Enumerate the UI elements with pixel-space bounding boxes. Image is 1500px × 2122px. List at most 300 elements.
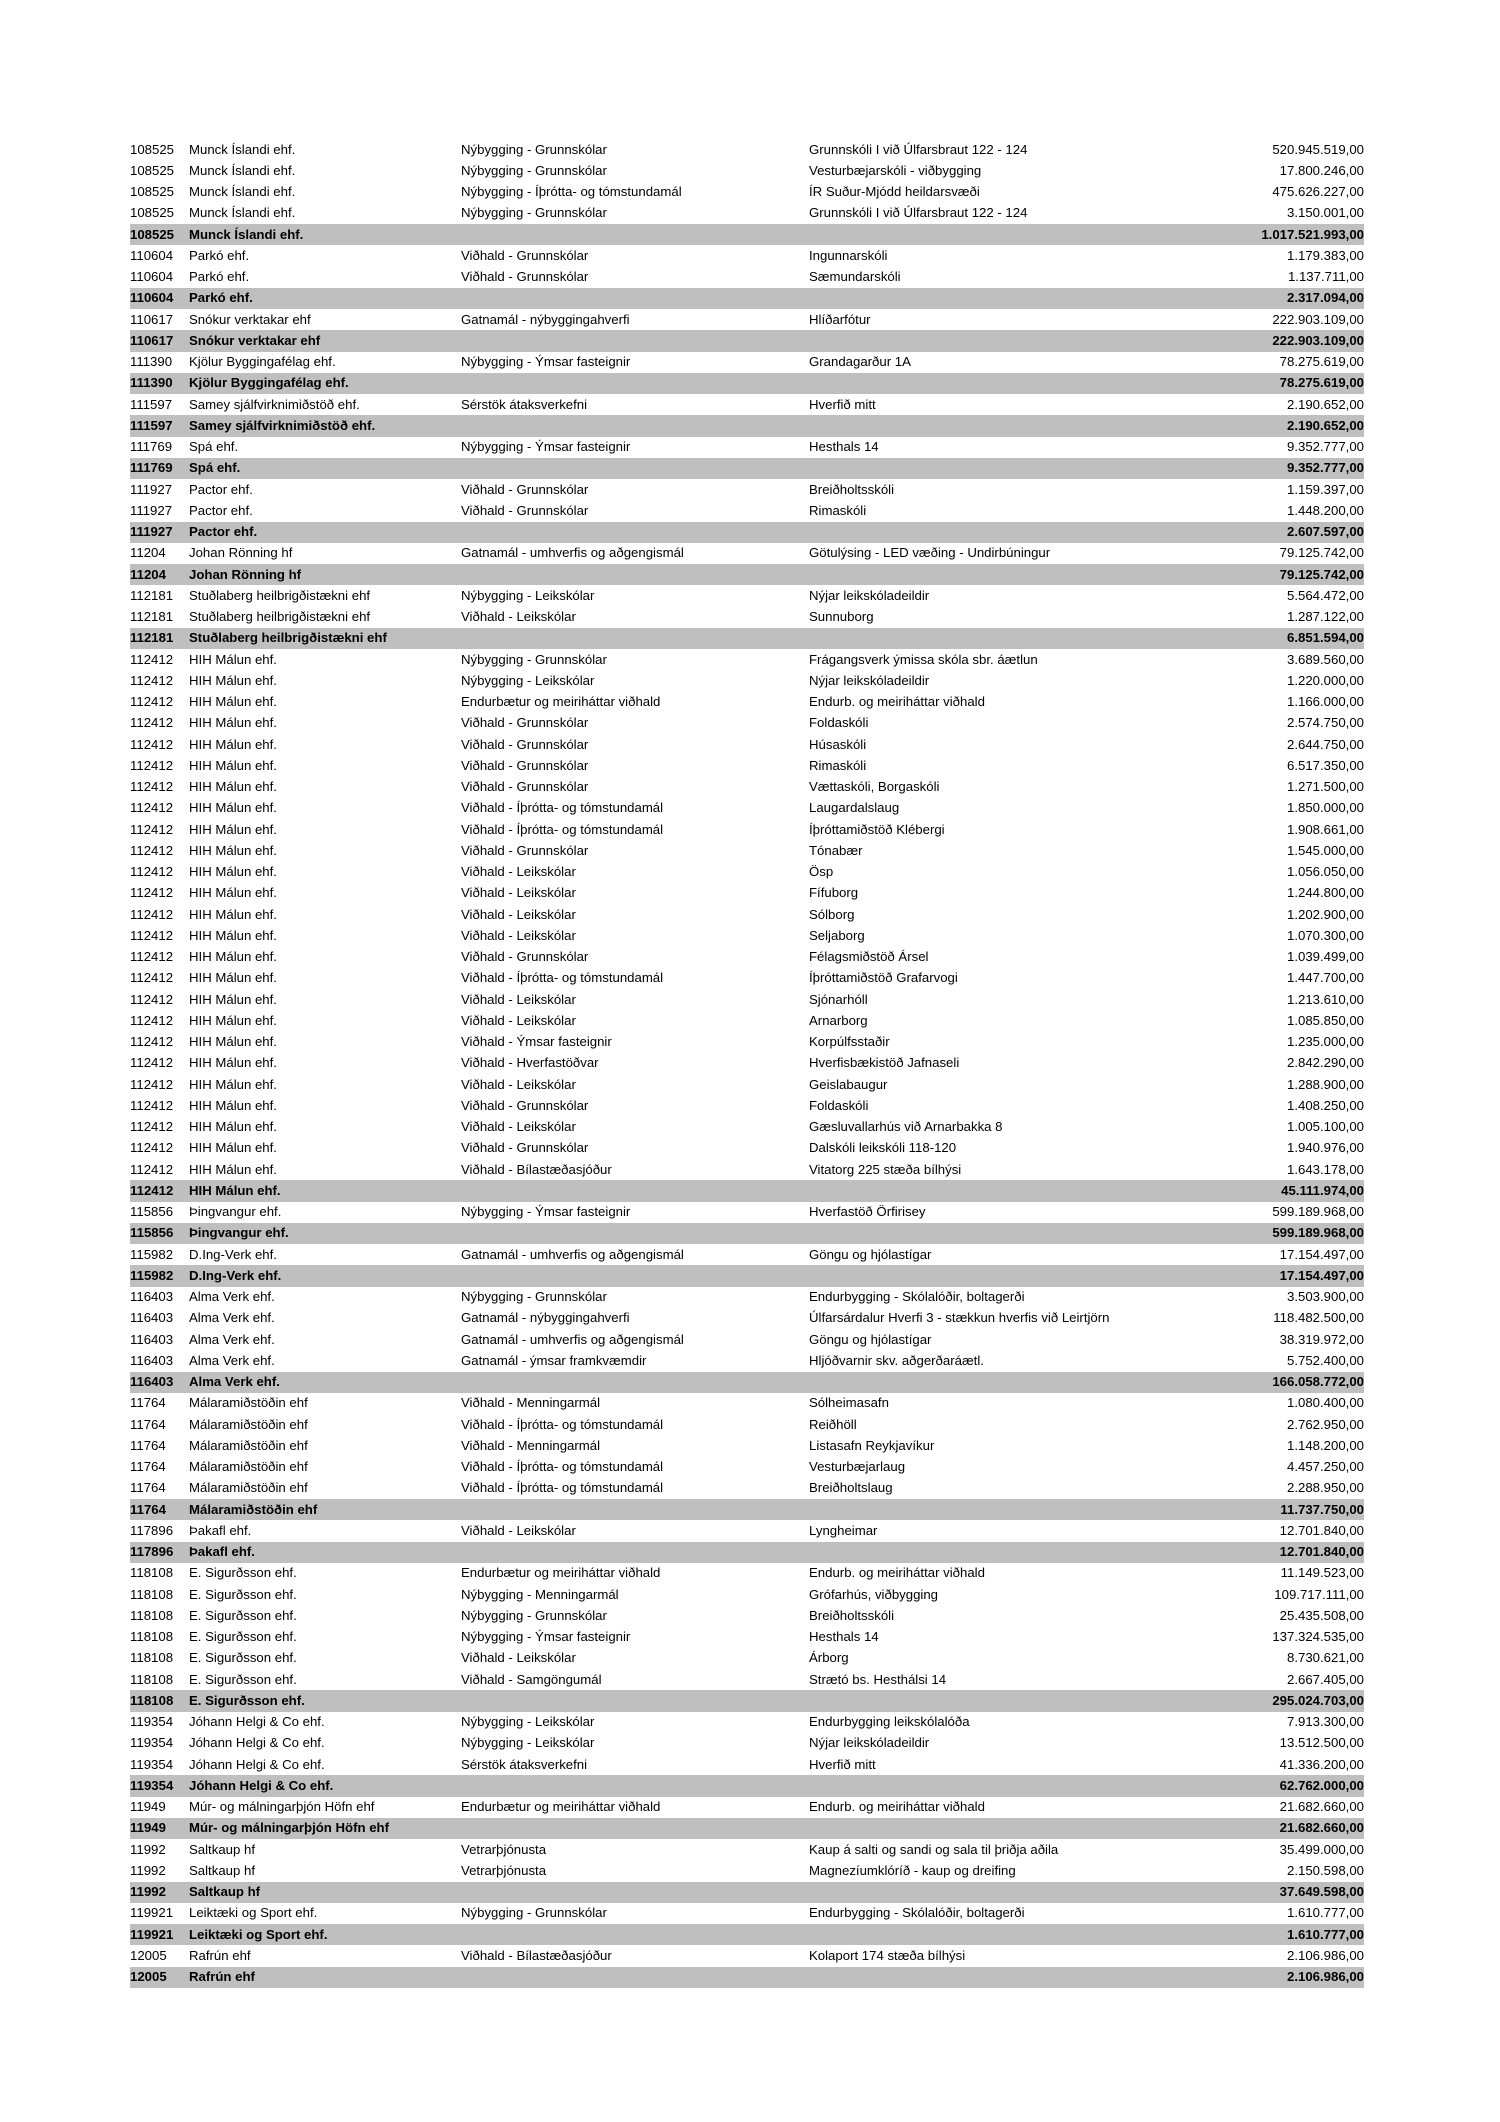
vendor-id-cell: 111927 xyxy=(130,522,189,543)
table-row xyxy=(130,1563,1364,1584)
vendor-total-row xyxy=(130,1775,1364,1796)
table-row xyxy=(130,160,1364,181)
vendor-total-row xyxy=(130,288,1364,309)
table-row xyxy=(130,1903,1364,1924)
vendor-name-cell: Munck Íslandi ehf. xyxy=(189,205,296,221)
vendor-name-cell: HIH Málun ehf. xyxy=(189,1180,461,1201)
vendor-name-cell: HIH Málun ehf. xyxy=(189,864,277,880)
project-cell: Íþróttamiðstöð Grafarvogi xyxy=(809,970,958,986)
category-cell: Viðhald - Íþrótta- og tómstundamál xyxy=(461,1459,664,1475)
category-cell xyxy=(461,330,809,351)
category-cell: Nýbygging - Grunnskólar xyxy=(461,162,607,178)
vendor-total-amount: 2.607.597,00 xyxy=(1229,522,1364,543)
vendor-total-row xyxy=(130,1265,1364,1286)
amount-cell: 2.842.290,00 xyxy=(1286,1055,1364,1071)
category-cell: Viðhald - Grunnskólar xyxy=(461,1097,589,1113)
vendor-id-cell: 112412 xyxy=(130,885,174,901)
vendor-id-cell: 112412 xyxy=(130,736,174,752)
vendor-name-cell: HIH Málun ehf. xyxy=(189,949,277,965)
project-cell: Götulýsing - LED væðing - Undirbúningur xyxy=(809,545,1051,561)
vendor-id-cell: 112412 xyxy=(130,651,174,667)
vendor-name-cell: Alma Verk ehf. xyxy=(189,1289,275,1305)
category-cell: Viðhald - Leikskólar xyxy=(461,1522,576,1538)
category-cell xyxy=(461,522,809,543)
amount-cell: 1.213.610,00 xyxy=(1286,991,1364,1007)
vendor-id-cell: 119354 xyxy=(130,1735,174,1751)
table-row xyxy=(130,862,1364,883)
amount-cell: 1.408.250,00 xyxy=(1286,1097,1364,1113)
category-cell: Viðhald - Grunnskólar xyxy=(461,1140,589,1156)
amount-cell: 1.271.500,00 xyxy=(1286,779,1364,795)
table-row xyxy=(130,500,1364,521)
vendor-name-cell: Pactor ehf. xyxy=(189,481,253,497)
vendor-total-amount: 11.737.750,00 xyxy=(1229,1499,1364,1520)
vendor-id-cell: 112412 xyxy=(130,800,174,816)
category-cell: Viðhald - Grunnskólar xyxy=(461,757,589,773)
amount-cell: 1.244.800,00 xyxy=(1286,885,1364,901)
category-cell: Endurbætur og meiriháttar viðhald xyxy=(461,1799,661,1815)
vendor-name-cell: E. Sigurðsson ehf. xyxy=(189,1671,297,1687)
vendor-total-row xyxy=(130,330,1364,351)
amount-cell: 4.457.250,00 xyxy=(1286,1459,1364,1475)
project-cell: Grófarhús, viðbygging xyxy=(809,1586,939,1602)
project-cell: Strætó bs. Hesthálsi 14 xyxy=(809,1671,947,1687)
vendor-name-cell: Málaramiðstöðin ehf xyxy=(189,1416,308,1432)
category-cell: Viðhald - Grunnskólar xyxy=(461,779,589,795)
vendor-name-cell: Saltkaup hf xyxy=(189,1882,461,1903)
vendor-total-row xyxy=(130,1499,1364,1520)
vendor-total-amount: 1.610.777,00 xyxy=(1229,1924,1364,1945)
category-cell: Nýbygging - Grunnskólar xyxy=(461,1607,607,1623)
table-row xyxy=(130,139,1364,160)
category-cell: Viðhald - Leikskólar xyxy=(461,885,576,901)
vendor-name-cell: HIH Málun ehf. xyxy=(189,885,277,901)
vendor-total-row xyxy=(130,628,1364,649)
project-cell xyxy=(809,1690,1229,1711)
amount-cell: 2.190.652,00 xyxy=(1286,396,1364,412)
table-row xyxy=(130,692,1364,713)
vendor-total-row xyxy=(130,224,1364,245)
project-cell: Kaup á salti og sandi og sala til þriðja aðila xyxy=(809,1841,1059,1857)
table-row xyxy=(130,1627,1364,1648)
project-cell: Hesthals 14 xyxy=(809,439,879,455)
table-row xyxy=(130,543,1364,564)
project-cell xyxy=(809,1223,1229,1244)
table-row xyxy=(130,394,1364,415)
vendor-name-cell: HIH Málun ehf. xyxy=(189,970,277,986)
vendor-id-cell: 119921 xyxy=(130,1905,174,1921)
category-cell: Viðhald - Leikskólar xyxy=(461,1119,576,1135)
table-row xyxy=(130,1584,1364,1605)
category-cell: Sérstök átaksverkefni xyxy=(461,396,588,412)
table-row xyxy=(130,1712,1364,1733)
project-cell xyxy=(809,415,1229,436)
amount-cell: 13.512.500,00 xyxy=(1279,1735,1364,1751)
vendor-id-cell: 112181 xyxy=(130,609,174,625)
amount-cell: 1.908.661,00 xyxy=(1286,821,1364,837)
category-cell: Nýbygging - Leikskólar xyxy=(461,1714,595,1730)
vendor-name-cell: Alma Verk ehf. xyxy=(189,1310,275,1326)
table-row xyxy=(130,883,1364,904)
category-cell: Viðhald - Grunnskólar xyxy=(461,715,589,731)
vendor-name-cell: HIH Málun ehf. xyxy=(189,906,277,922)
project-cell: Rimaskóli xyxy=(809,502,867,518)
project-cell xyxy=(809,564,1229,585)
vendor-name-cell: HIH Málun ehf. xyxy=(189,927,277,943)
project-cell: Kolaport 174 stæða bílhýsi xyxy=(809,1947,966,1963)
vendor-name-cell: HIH Málun ehf. xyxy=(189,1076,277,1092)
project-cell xyxy=(809,522,1229,543)
vendor-name-cell: HIH Málun ehf. xyxy=(189,1161,277,1177)
category-cell: Gatnamál - ýmsar framkvæmdir xyxy=(461,1352,647,1368)
vendor-id-cell: 110617 xyxy=(130,311,174,327)
table-row xyxy=(130,1074,1364,1095)
table-row xyxy=(130,1435,1364,1456)
vendor-id-cell: 112412 xyxy=(130,991,174,1007)
project-cell: Breiðholtsskóli xyxy=(809,1607,895,1623)
vendor-name-cell: Spá ehf. xyxy=(189,458,461,479)
category-cell: Viðhald - Ýmsar fasteignir xyxy=(461,1034,612,1050)
vendor-name-cell: E. Sigurðsson ehf. xyxy=(189,1607,297,1623)
vendor-name-cell: Snókur verktakar ehf xyxy=(189,330,461,351)
vendor-name-cell: Þakafl ehf. xyxy=(189,1522,252,1538)
vendor-id-cell: 115856 xyxy=(130,1223,189,1244)
vendor-total-amount: 295.024.703,00 xyxy=(1229,1690,1364,1711)
project-cell xyxy=(809,628,1229,649)
amount-cell: 1.202.900,00 xyxy=(1286,906,1364,922)
category-cell xyxy=(461,224,809,245)
table-row xyxy=(130,1053,1364,1074)
amount-cell: 8.730.621,00 xyxy=(1286,1650,1364,1666)
vendor-name-cell: Rafrún ehf xyxy=(189,1947,251,1963)
category-cell: Vetrarþjónusta xyxy=(461,1862,547,1878)
project-cell: Rimaskóli xyxy=(809,757,867,773)
project-cell: Húsaskóli xyxy=(809,736,867,752)
vendor-id-cell: 110604 xyxy=(130,269,174,285)
vendor-id-cell: 112412 xyxy=(130,970,174,986)
vendor-name-cell: Leiktæki og Sport ehf. xyxy=(189,1924,461,1945)
vendor-total-amount: 222.903.109,00 xyxy=(1229,330,1364,351)
vendor-total-amount: 17.154.497,00 xyxy=(1229,1265,1364,1286)
vendor-name-cell: HIH Málun ehf. xyxy=(189,672,277,688)
vendor-id-cell: 112412 xyxy=(130,694,174,710)
vendor-id-cell: 115982 xyxy=(130,1246,174,1262)
project-cell: Endurbygging - Skólalóðir, boltagerði xyxy=(809,1905,1025,1921)
vendor-total-amount: 2.106.986,00 xyxy=(1229,1967,1364,1988)
category-cell: Viðhald - Grunnskólar xyxy=(461,502,589,518)
table-row xyxy=(130,607,1364,628)
table-row xyxy=(130,925,1364,946)
table-row xyxy=(130,1329,1364,1350)
vendor-total-amount: 62.762.000,00 xyxy=(1229,1775,1364,1796)
vendor-name-cell: HIH Málun ehf. xyxy=(189,991,277,1007)
category-cell: Vetrarþjónusta xyxy=(461,1841,547,1857)
vendor-id-cell: 11204 xyxy=(130,545,166,561)
payments-table-body xyxy=(130,139,1364,1988)
category-cell: Viðhald - Leikskólar xyxy=(461,1650,576,1666)
vendor-id-cell: 11992 xyxy=(130,1841,166,1857)
category-cell: Nýbygging - Ýmsar fasteignir xyxy=(461,1204,631,1220)
vendor-name-cell: HIH Málun ehf. xyxy=(189,694,277,710)
project-cell xyxy=(809,1372,1229,1393)
vendor-id-cell: 112412 xyxy=(130,1012,174,1028)
table-row xyxy=(130,352,1364,373)
vendor-total-amount: 166.058.772,00 xyxy=(1229,1372,1364,1393)
vendor-id-cell: 11764 xyxy=(130,1395,166,1411)
category-cell: Nýbygging - Íþrótta- og tómstundamál xyxy=(461,184,682,200)
vendor-id-cell: 112412 xyxy=(130,1119,174,1135)
amount-cell: 109.717.111,00 xyxy=(1274,1586,1364,1602)
project-cell: Endurb. og meiriháttar viðhald xyxy=(809,694,985,710)
vendor-name-cell: D.Ing-Verk ehf. xyxy=(189,1246,277,1262)
table-row xyxy=(130,1308,1364,1329)
project-cell: Sjónarhóll xyxy=(809,991,868,1007)
amount-cell: 12.701.840,00 xyxy=(1279,1522,1364,1538)
vendor-id-cell: 112412 xyxy=(130,842,174,858)
category-cell: Viðhald - Leikskólar xyxy=(461,906,576,922)
amount-cell: 25.435.508,00 xyxy=(1279,1607,1364,1623)
vendor-total-row xyxy=(130,1372,1364,1393)
vendor-id-cell: 112412 xyxy=(130,757,174,773)
vendor-id-cell: 112181 xyxy=(130,628,189,649)
table-row xyxy=(130,203,1364,224)
vendor-total-amount: 21.682.660,00 xyxy=(1229,1818,1364,1839)
project-cell: Seljaborg xyxy=(809,927,865,943)
category-cell xyxy=(461,1180,809,1201)
vendor-id-cell: 108525 xyxy=(130,184,175,200)
vendor-id-cell: 111769 xyxy=(130,439,173,455)
category-cell: Endurbætur og meiriháttar viðhald xyxy=(461,1565,661,1581)
table-row xyxy=(130,1478,1364,1499)
vendor-name-cell: Múr- og málningarþjón Höfn ehf xyxy=(189,1799,375,1815)
vendor-id-cell: 108525 xyxy=(130,205,175,221)
category-cell: Gatnamál - umhverfis og aðgengismál xyxy=(461,545,684,561)
category-cell xyxy=(461,1818,809,1839)
vendor-name-cell: Jóhann Helgi & Co ehf. xyxy=(189,1714,325,1730)
category-cell: Nýbygging - Grunnskólar xyxy=(461,1905,607,1921)
vendor-id-cell: 116403 xyxy=(130,1352,174,1368)
table-row xyxy=(130,1669,1364,1690)
vendor-total-amount: 79.125.742,00 xyxy=(1229,564,1364,585)
project-cell: Úlfarsárdalur Hverfi 3 - stækkun hverfis við Leirtjörn xyxy=(809,1310,1110,1326)
vendor-id-cell: 108525 xyxy=(130,224,189,245)
vendor-name-cell: E. Sigurðsson ehf. xyxy=(189,1690,461,1711)
category-cell: Viðhald - Leikskólar xyxy=(461,864,576,880)
vendor-id-cell: 11764 xyxy=(130,1499,189,1520)
table-row xyxy=(130,734,1364,755)
category-cell xyxy=(461,373,809,394)
project-cell: Göngu og hjólastígar xyxy=(809,1331,932,1347)
vendor-total-row xyxy=(130,564,1364,585)
project-cell: Sunnuborg xyxy=(809,609,874,625)
amount-cell: 1.940.976,00 xyxy=(1286,1140,1364,1156)
project-cell: Hverfastöð Örfirisey xyxy=(809,1204,926,1220)
amount-cell: 79.125.742,00 xyxy=(1279,545,1364,561)
category-cell: Nýbygging - Menningarmál xyxy=(461,1586,619,1602)
table-row xyxy=(130,1095,1364,1116)
table-row xyxy=(130,777,1364,798)
vendor-id-cell: 110617 xyxy=(130,330,189,351)
project-cell xyxy=(809,1775,1229,1796)
vendor-id-cell: 112412 xyxy=(130,1180,189,1201)
amount-cell: 1.447.700,00 xyxy=(1286,970,1364,986)
vendor-name-cell: E. Sigurðsson ehf. xyxy=(189,1565,297,1581)
amount-cell: 1.166.000,00 xyxy=(1286,694,1364,710)
project-cell: Nýjar leikskóladeildir xyxy=(809,587,930,603)
vendor-id-cell: 112412 xyxy=(130,1034,174,1050)
amount-cell: 41.336.200,00 xyxy=(1279,1756,1364,1772)
vendor-id-cell: 12005 xyxy=(130,1967,189,1988)
table-row xyxy=(130,182,1364,203)
table-row xyxy=(130,1797,1364,1818)
vendor-id-cell: 108525 xyxy=(130,141,175,157)
amount-cell: 35.499.000,00 xyxy=(1279,1841,1364,1857)
category-cell: Endurbætur og meiriháttar viðhald xyxy=(461,694,661,710)
vendor-name-cell: Johan Rönning hf xyxy=(189,545,293,561)
amount-cell: 2.574.750,00 xyxy=(1286,715,1364,731)
vendor-total-amount: 78.275.619,00 xyxy=(1229,373,1364,394)
vendor-name-cell: HIH Málun ehf. xyxy=(189,821,277,837)
table-row xyxy=(130,1393,1364,1414)
vendor-total-amount: 37.649.598,00 xyxy=(1229,1882,1364,1903)
vendor-name-cell: Munck Íslandi ehf. xyxy=(189,141,296,157)
project-cell xyxy=(809,288,1229,309)
vendor-id-cell: 116403 xyxy=(130,1289,174,1305)
project-cell: Íþróttamiðstöð Klébergi xyxy=(809,821,945,837)
vendor-id-cell: 118108 xyxy=(130,1671,174,1687)
project-cell: Vitatorg 225 stæða bílhýsi xyxy=(809,1161,962,1177)
amount-cell: 2.288.950,00 xyxy=(1286,1480,1364,1496)
vendor-total-row xyxy=(130,522,1364,543)
amount-cell: 1.288.900,00 xyxy=(1286,1076,1364,1092)
vendor-name-cell: Stuðlaberg heilbrigðistækni ehf xyxy=(189,628,461,649)
vendor-id-cell: 116403 xyxy=(130,1310,174,1326)
vendor-id-cell: 11764 xyxy=(130,1459,166,1475)
amount-cell: 1.179.383,00 xyxy=(1286,247,1364,263)
vendor-name-cell: D.Ing-Verk ehf. xyxy=(189,1265,461,1286)
table-row xyxy=(130,1010,1364,1031)
table-row xyxy=(130,1839,1364,1860)
vendor-name-cell: Málaramiðstöðin ehf xyxy=(189,1459,308,1475)
vendor-id-cell: 112412 xyxy=(130,821,174,837)
vendor-id-cell: 115856 xyxy=(130,1204,174,1220)
vendor-id-cell: 108525 xyxy=(130,162,175,178)
table-row xyxy=(130,479,1364,500)
amount-cell: 1.235.000,00 xyxy=(1286,1034,1364,1050)
amount-cell: 11.149.523,00 xyxy=(1280,1565,1364,1581)
vendor-total-row xyxy=(130,373,1364,394)
project-cell: Foldaskóli xyxy=(809,1097,869,1113)
project-cell: Fífuborg xyxy=(809,885,859,901)
category-cell: Nýbygging - Ýmsar fasteignir xyxy=(461,1629,631,1645)
category-cell: Viðhald - Leikskólar xyxy=(461,1076,576,1092)
amount-cell: 17.800.246,00 xyxy=(1279,162,1364,178)
table-row xyxy=(130,755,1364,776)
project-cell: Laugardalslaug xyxy=(809,800,900,816)
category-cell: Viðhald - Bílastæðasjóður xyxy=(461,1161,612,1177)
table-row xyxy=(130,1945,1364,1966)
table-row xyxy=(130,1860,1364,1881)
project-cell: ÍR Suður-Mjódd heildarsvæði xyxy=(809,184,980,200)
vendor-total-row xyxy=(130,458,1364,479)
category-cell xyxy=(461,564,809,585)
project-cell: Sólheimasafn xyxy=(809,1395,889,1411)
vendor-name-cell: HIH Málun ehf. xyxy=(189,1034,277,1050)
category-cell xyxy=(461,1223,809,1244)
vendor-name-cell: Alma Verk ehf. xyxy=(189,1372,461,1393)
category-cell: Viðhald - Grunnskólar xyxy=(461,842,589,858)
table-row xyxy=(130,1733,1364,1754)
vendor-name-cell: E. Sigurðsson ehf. xyxy=(189,1629,297,1645)
vendor-name-cell: Munck Íslandi ehf. xyxy=(189,184,296,200)
category-cell: Nýbygging - Ýmsar fasteignir xyxy=(461,439,631,455)
amount-cell: 118.482.500,00 xyxy=(1273,1310,1364,1326)
amount-cell: 1.148.200,00 xyxy=(1286,1437,1364,1453)
table-row xyxy=(130,968,1364,989)
table-row xyxy=(130,267,1364,288)
project-cell xyxy=(809,1882,1229,1903)
vendor-name-cell: HIH Málun ehf. xyxy=(189,1119,277,1135)
vendor-total-row xyxy=(130,1818,1364,1839)
project-cell: Foldaskóli xyxy=(809,715,869,731)
vendor-total-row xyxy=(130,1924,1364,1945)
vendor-id-cell: 112412 xyxy=(130,1076,174,1092)
project-cell: Grandagarður 1A xyxy=(809,354,911,370)
vendor-id-cell: 11764 xyxy=(130,1480,166,1496)
vendor-name-cell: E. Sigurðsson ehf. xyxy=(189,1650,297,1666)
category-cell: Viðhald - Íþrótta- og tómstundamál xyxy=(461,970,664,986)
vendor-total-row xyxy=(130,1223,1364,1244)
vendor-name-cell: Þakafl ehf. xyxy=(189,1542,461,1563)
amount-cell: 6.517.350,00 xyxy=(1286,757,1364,773)
vendor-id-cell: 117896 xyxy=(130,1542,189,1563)
vendor-name-cell: HIH Málun ehf. xyxy=(189,800,277,816)
amount-cell: 1.220.000,00 xyxy=(1286,672,1364,688)
table-row xyxy=(130,1032,1364,1053)
table-row xyxy=(130,904,1364,925)
vendor-id-cell: 111390 xyxy=(130,373,189,394)
vendor-id-cell: 110604 xyxy=(130,288,189,309)
vendor-name-cell: HIH Málun ehf. xyxy=(189,1012,277,1028)
vendor-total-amount: 2.190.652,00 xyxy=(1229,415,1364,436)
category-cell: Viðhald - Menningarmál xyxy=(461,1437,601,1453)
vendor-id-cell: 112412 xyxy=(130,906,174,922)
project-cell: Reiðhöll xyxy=(809,1416,857,1432)
category-cell: Gatnamál - nýbyggingahverfi xyxy=(461,1310,630,1326)
project-cell: Endurbygging - Skólalóðir, boltagerði xyxy=(809,1289,1025,1305)
amount-cell: 1.137.711,00 xyxy=(1287,269,1364,285)
amount-cell: 1.850.000,00 xyxy=(1286,800,1364,816)
vendor-id-cell: 116403 xyxy=(130,1331,174,1347)
vendor-name-cell: Snókur verktakar ehf xyxy=(189,311,311,327)
vendor-id-cell: 111927 xyxy=(130,481,173,497)
vendor-id-cell: 112412 xyxy=(130,864,174,880)
vendor-id-cell: 112412 xyxy=(130,672,174,688)
vendor-name-cell: Stuðlaberg heilbrigðistækni ehf xyxy=(189,587,371,603)
vendor-name-cell: HIH Málun ehf. xyxy=(189,1140,277,1156)
table-row xyxy=(130,1754,1364,1775)
category-cell: Nýbygging - Leikskólar xyxy=(461,1735,595,1751)
vendor-name-cell: Saltkaup hf xyxy=(189,1862,255,1878)
project-cell xyxy=(809,458,1229,479)
category-cell: Sérstök átaksverkefni xyxy=(461,1756,588,1772)
amount-cell: 78.275.619,00 xyxy=(1279,354,1364,370)
project-cell: Frágangsverk ýmissa skóla sbr. áætlun xyxy=(809,651,1038,667)
table-row xyxy=(130,1138,1364,1159)
vendor-name-cell: Jóhann Helgi & Co ehf. xyxy=(189,1775,461,1796)
vendor-name-cell: Þingvangur ehf. xyxy=(189,1223,461,1244)
project-cell xyxy=(809,1967,1229,1988)
